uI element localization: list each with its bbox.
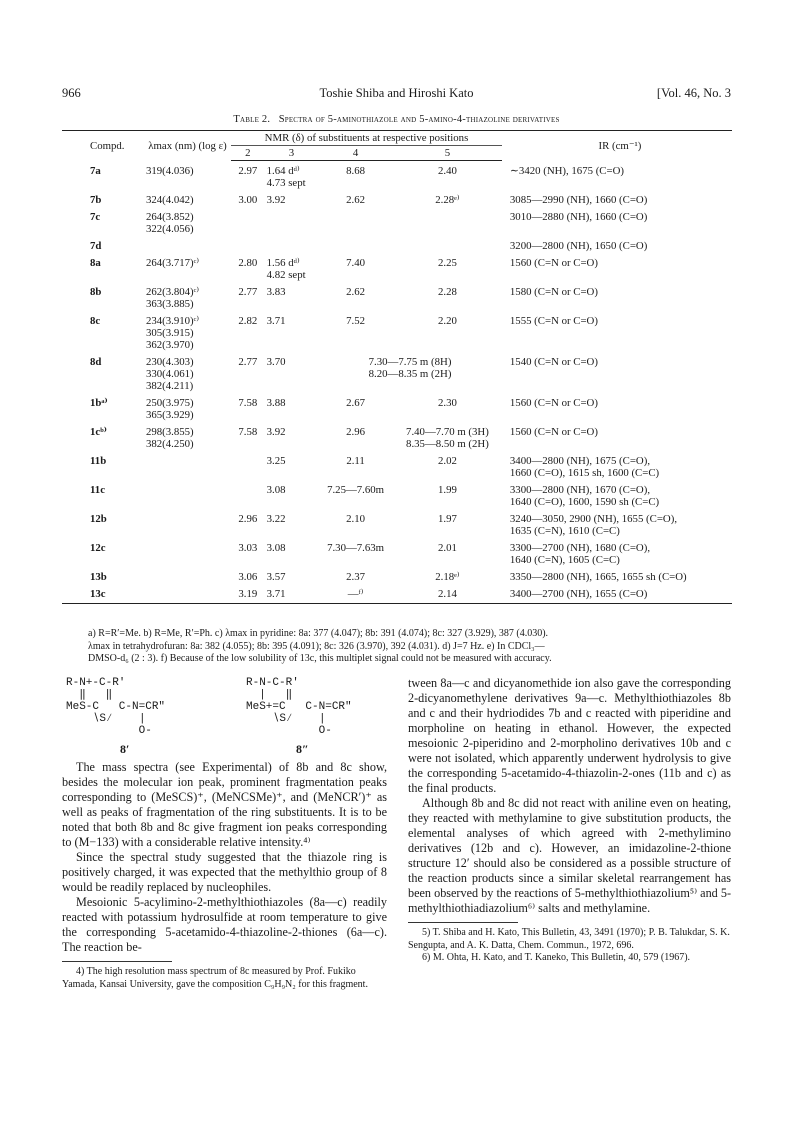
structure-line: ∖S∕ | bbox=[246, 713, 326, 725]
header-pos-2: 2 bbox=[231, 146, 265, 161]
cell-lambda bbox=[144, 480, 231, 509]
cell-pos-4 bbox=[318, 207, 393, 236]
cell-pos-4: 7.30—7.63m bbox=[327, 542, 385, 554]
table-row bbox=[62, 567, 732, 584]
cell-pos-5: 7.40—7.70 m (3H) 8.35—8.50 m (2H) bbox=[406, 426, 489, 450]
cell-ir: ∼3420 (NH), 1675 (C=O) bbox=[509, 164, 624, 177]
structure-line: O- bbox=[246, 725, 332, 737]
cell-compound: 7b bbox=[90, 194, 102, 206]
cell-ir: 3400—2700 (NH), 1655 (C=O) bbox=[502, 584, 732, 604]
cell-compound: 11c bbox=[90, 484, 105, 496]
page-number: 966 bbox=[62, 86, 81, 100]
table-body bbox=[62, 161, 732, 604]
cell-compound: 8c bbox=[90, 315, 101, 327]
cell-lambda bbox=[144, 451, 231, 480]
table-footnotes bbox=[88, 628, 738, 666]
cell-pos-4: 7.25—7.60m bbox=[327, 484, 385, 496]
cell-pos-3: 1.64 dᵈ⁾ 4.73 sept bbox=[266, 165, 306, 189]
header-pos-3: 3 bbox=[265, 146, 319, 161]
table-caption-text: Spectra of 5-aminothiazole and 5-amino-4-thiazoline derivatives bbox=[278, 114, 560, 125]
cell-lambda bbox=[144, 236, 231, 253]
cell-pos-4: —ᶠ⁾ bbox=[318, 584, 393, 604]
table-row bbox=[62, 393, 732, 422]
table-row bbox=[62, 236, 732, 253]
cell-pos-2: 3.19 bbox=[231, 584, 265, 604]
cell-compound: 8a bbox=[90, 257, 101, 269]
cell-ir: 1560 (C=N or C=O) bbox=[509, 397, 598, 409]
cell-pos-2: 3.00 bbox=[238, 194, 258, 206]
cell-lambda bbox=[144, 567, 231, 584]
table-row bbox=[62, 584, 732, 604]
cell-ir: 1580 (C=N or C=O) bbox=[509, 286, 598, 298]
table-row bbox=[62, 207, 732, 236]
cell-pos-2: 2.77 bbox=[238, 286, 258, 298]
cell-pos-2 bbox=[231, 236, 265, 253]
cell-pos-3: 3.71 bbox=[265, 584, 319, 604]
cell-pos-2 bbox=[231, 207, 265, 236]
paragraph: tween 8a—c and dicyanomethide ion also gave the corresponding 2-dicyanomethylene derivatives 9a—c. Methylthiothiazoles 8b and c and their hydriodides 7b and c reacted with piperidine and morpholine on heating in ethanol. However, the expected mesoionic 2-piperidino and 2-morpholino derivatives 10b and c were not isolated, which apparently underwent hydrolysis to give the corresponding 5-acetamido-4-thiazolin-2-ones (11b and c) as the final products. bbox=[408, 676, 731, 795]
cell-pos-5: 2.02 bbox=[437, 455, 457, 467]
cell-pos-3: 3.08 bbox=[266, 484, 286, 496]
cell-pos-5: 1.97 bbox=[437, 513, 457, 525]
cell-pos-3: 3.92 bbox=[266, 426, 286, 438]
table-footnote-line: λmax in tetrahydrofuran: 8a: 382 (4.055); 8b: 395 (4.091); 8c: 326 (3.970), 392 (4.031). d) J=7 Hz. e) In CDCl₃— bbox=[88, 640, 545, 652]
table-row bbox=[62, 480, 732, 509]
cell-compound: 8d bbox=[90, 356, 102, 368]
cell-lambda: 324(4.042) bbox=[145, 194, 194, 206]
cell-lambda bbox=[144, 538, 231, 567]
cell-pos-5: 2.30 bbox=[437, 397, 457, 409]
paragraph: Since the spectral study suggested that the thiazole ring is positively charged, it was expected that the methylthio group of 8 would be readily replaced by nucleophiles. bbox=[62, 850, 387, 894]
cell-pos-3: 3.88 bbox=[266, 397, 286, 409]
cell-pos-5 bbox=[393, 207, 502, 236]
cell-ir: 3200—2800 (NH), 1650 (C=O) bbox=[509, 240, 648, 252]
table-caption-prefix: Table 2. bbox=[233, 114, 271, 125]
cell-pos-4: 2.62 bbox=[346, 194, 366, 206]
cell-pos-3 bbox=[265, 236, 319, 253]
cell-pos-4: 2.67 bbox=[346, 397, 366, 409]
cell-ir: 3300—2800 (NH), 1670 (C=O), 1640 (C=O), 1600, 1590 sh (C=C) bbox=[509, 484, 660, 508]
cell-compound: 13c bbox=[62, 584, 144, 604]
cell-pos-5: 2.25 bbox=[437, 257, 457, 269]
cell-pos-3 bbox=[265, 207, 319, 236]
right-column bbox=[408, 676, 731, 965]
cell-pos-4: 2.11 bbox=[346, 455, 365, 467]
cell-pos-2: 2.82 bbox=[238, 315, 258, 327]
cell-compound: 7c bbox=[90, 211, 101, 223]
table-caption bbox=[0, 114, 793, 125]
cell-compound: 7d bbox=[90, 240, 102, 252]
table-row bbox=[62, 538, 732, 567]
running-title: Toshie Shiba and Hiroshi Kato bbox=[319, 86, 474, 100]
paragraph: Mesoionic 5-acylimino-2-methylthiothiazoles (8a—c) readily reacted with potassium hydrosulfide at room temperature to give the corresponding 5-acetamido-4-thiazoline-2-thiones (6a—c). The reaction be- bbox=[62, 895, 387, 954]
cell-ir: 1560 (C=N or C=O) bbox=[509, 426, 598, 438]
cell-pos-4: 2.62 bbox=[346, 286, 366, 298]
cell-pos-5: 2.28ᵉ⁾ bbox=[435, 194, 460, 206]
cell-pos-3: 3.57 bbox=[266, 571, 286, 583]
table-row bbox=[62, 282, 732, 311]
footnote-divider bbox=[408, 922, 518, 923]
cell-compound: 12c bbox=[90, 542, 106, 554]
cell-lambda: 264(3.852) 322(4.056) bbox=[145, 211, 194, 235]
cell-pos-2: 2.97 bbox=[238, 165, 258, 177]
cell-pos-4-5: 7.30—7.75 m (8H) 8.20—8.35 m (2H) bbox=[368, 356, 452, 380]
structure-label-8-prime: 8′ bbox=[120, 742, 130, 756]
cell-ir: 1540 (C=N or C=O) bbox=[509, 356, 598, 368]
structure-8-double-prime bbox=[246, 677, 352, 737]
table-row bbox=[62, 311, 732, 352]
structure-line: MeS+=C C-N=CR″ bbox=[246, 701, 352, 713]
cell-ir: 3010—2880 (NH), 1660 (C=O) bbox=[509, 211, 648, 223]
cell-pos-5: 2.14 bbox=[393, 584, 502, 604]
cell-lambda: 234(3.910)ᶜ⁾ 305(3.915) 362(3.970) bbox=[145, 315, 200, 351]
structure-line: R-N+-C-R′ bbox=[66, 677, 126, 689]
cell-pos-3: 3.25 bbox=[266, 455, 286, 467]
cell-pos-2: 3.03 bbox=[238, 542, 258, 554]
header-pos-5: 5 bbox=[393, 146, 502, 161]
cell-pos-4: 8.68 bbox=[346, 165, 366, 177]
structure-line: ∖S∕ | bbox=[66, 713, 146, 725]
cell-lambda: 298(3.855) 382(4.250) bbox=[145, 426, 194, 450]
paragraph: Although 8b and 8c did not react with aniline even on heating, they reacted with methylamine to give substitution products, the elemental analyses of which agreed with 2-methylimino derivatives (12b and c). However, an imidazoline-2-thione structure 12′ should also be considered as a possible structure of the reaction products since a similar skeletal rearrangement has been observed by the reactions of 5-methylthiothiazolium⁵⁾ and 5-methylthiothiadiazolium⁶⁾ salts and methylamine. bbox=[408, 796, 731, 915]
cell-pos-2: 2.96 bbox=[238, 513, 258, 525]
cell-pos-5: 2.20 bbox=[437, 315, 457, 327]
cell-pos-4: 2.37 bbox=[346, 571, 366, 583]
cell-lambda: 250(3.975) 365(3.929) bbox=[145, 397, 194, 421]
cell-lambda bbox=[144, 584, 231, 604]
cell-ir: 3350—2800 (NH), 1665, 1655 sh (C=O) bbox=[509, 571, 687, 583]
cell-compound: 11b bbox=[90, 455, 107, 467]
cell-pos-2: 3.06 bbox=[238, 571, 258, 583]
table-row bbox=[62, 190, 732, 207]
cell-pos-2: 7.58 bbox=[238, 397, 258, 409]
structure-line: R-N-C-R′ bbox=[246, 677, 299, 689]
header-compd: Compd. bbox=[62, 131, 144, 161]
structure-line: O- bbox=[66, 725, 152, 737]
cell-compound: 12b bbox=[90, 513, 107, 525]
cell-compound: 13b bbox=[90, 571, 107, 583]
cell-pos-4: 7.52 bbox=[346, 315, 366, 327]
cell-pos-3: 3.71 bbox=[266, 315, 286, 327]
volume-info: [Vol. 46, No. 3 bbox=[656, 86, 731, 100]
structure-8-prime bbox=[66, 677, 165, 737]
footnote-4: 4) The high resolution mass spectrum of 8c measured by Prof. Fukiko Yamada, Kansai University, gave the composition C₉H₉N₂ for this fragment. bbox=[62, 966, 368, 990]
table-footnote-line: DMSO-d₆ (2 : 3). f) Because of the low solubility of 13c, this multiplet signal could not be measured with accuracy. bbox=[88, 653, 552, 664]
cell-lambda bbox=[144, 509, 231, 538]
cell-pos-2: 2.77 bbox=[238, 356, 258, 368]
cell-pos-5: 1.99 bbox=[437, 484, 457, 496]
header-ir: IR (cm⁻¹) bbox=[502, 131, 732, 161]
cell-compound: 7a bbox=[90, 164, 101, 177]
cell-pos-2: 7.58 bbox=[238, 426, 258, 438]
cell-pos-5 bbox=[393, 236, 502, 253]
header-lambda: λmax (nm) (log ε) bbox=[144, 131, 231, 161]
footnote-divider bbox=[62, 961, 172, 962]
cell-pos-3: 3.70 bbox=[266, 356, 286, 368]
table-row bbox=[62, 253, 732, 282]
cell-ir: 1560 (C=N or C=O) bbox=[509, 257, 598, 269]
structure-label-8-double-prime: 8″ bbox=[296, 742, 309, 756]
cell-pos-2 bbox=[231, 480, 265, 509]
cell-ir: 1555 (C=N or C=O) bbox=[509, 315, 598, 327]
table-row bbox=[62, 352, 732, 393]
table-footnote-line: a) R=R′=Me. b) R=Me, R′=Ph. c) λmax in pyridine: 8a: 377 (4.047); 8b: 391 (4.074); 8c: 327 (3.929), 387 (4.030). bbox=[88, 628, 549, 639]
cell-pos-4: 2.96 bbox=[346, 426, 366, 438]
cell-pos-5: 2.01 bbox=[437, 542, 457, 554]
cell-ir: 3085—2990 (NH), 1660 (C=O) bbox=[509, 194, 648, 206]
table-row bbox=[62, 161, 732, 191]
structure-line: ‖ ‖ bbox=[66, 689, 113, 701]
cell-pos-5: 2.40 bbox=[437, 165, 457, 177]
cell-ir: 3240—3050, 2900 (NH), 1655 (C=O), 1635 (C=N), 1610 (C=C) bbox=[509, 513, 678, 537]
cell-compound: 1bᵃ⁾ bbox=[90, 397, 108, 409]
spectra-table bbox=[62, 130, 732, 604]
cell-compound: 1cᵇ⁾ bbox=[90, 426, 107, 438]
cell-compound: 8b bbox=[90, 286, 102, 298]
cell-pos-5: 2.18ᵉ⁾ bbox=[435, 571, 460, 583]
footnote-6: 6) M. Ohta, H. Kato, and T. Kaneko, This Bulletin, 40, 579 (1967). bbox=[422, 952, 691, 963]
cell-lambda: 230(4.303) 330(4.061) 382(4.211) bbox=[145, 356, 194, 392]
cell-lambda: 264(3.717)ᶜ⁾ bbox=[145, 257, 200, 269]
header-nmr: NMR (δ) of substituents at respective positions bbox=[231, 131, 502, 146]
cell-pos-5: 2.28 bbox=[437, 286, 457, 298]
cell-ir: 3400—2800 (NH), 1675 (C=O), 1660 (C=O), 1615 sh, 1600 (C=C) bbox=[509, 455, 660, 479]
cell-lambda: 319(4.036) bbox=[145, 164, 194, 177]
structure-line: | ‖ bbox=[246, 689, 293, 701]
cell-pos-3: 1.56 dᵈ⁾ 4.82 sept bbox=[266, 257, 306, 281]
structure-line: MeS-C C-N=CR″ bbox=[66, 701, 166, 713]
header-pos-4: 4 bbox=[318, 146, 393, 161]
cell-pos-3: 3.92 bbox=[266, 194, 286, 206]
table-row bbox=[62, 509, 732, 538]
cell-pos-3: 3.83 bbox=[266, 286, 286, 298]
cell-lambda: 262(3.804)ᶜ⁾ 363(3.885) bbox=[145, 286, 200, 310]
cell-pos-3: 3.22 bbox=[266, 513, 286, 525]
table-row bbox=[62, 422, 732, 451]
cell-pos-2: 2.80 bbox=[238, 257, 258, 269]
footnote-5: 5) T. Shiba and H. Kato, This Bulletin, 43, 3491 (1970); P. B. Talukdar, S. K. Sengupta, and A. K. Datta, Chem. Commun., 1972, 696. bbox=[408, 927, 730, 951]
cell-pos-4: 7.40 bbox=[346, 257, 366, 269]
cell-pos-4 bbox=[318, 236, 393, 253]
cell-pos-3: 3.08 bbox=[266, 542, 286, 554]
cell-pos-4: 2.10 bbox=[346, 513, 366, 525]
left-column bbox=[62, 760, 387, 991]
cell-ir: 3300—2700 (NH), 1680 (C=O), 1640 (C=N), 1605 (C=C) bbox=[509, 542, 651, 566]
paragraph: The mass spectra (see Experimental) of 8b and 8c show, besides the molecular ion peak, prominent fragmentation peaks corresponding to (MeSCS)⁺, (MeNCSMe)⁺, and (MeNCR′)⁺ as well as peaks of fragmentation of the ring substituents. It is to be noted that both 8b and 8c give fragment ion peaks corresponding to (M−133) with a considerable relative intensity.⁴⁾ bbox=[62, 760, 387, 849]
table-row bbox=[62, 451, 732, 480]
cell-pos-2 bbox=[231, 451, 265, 480]
